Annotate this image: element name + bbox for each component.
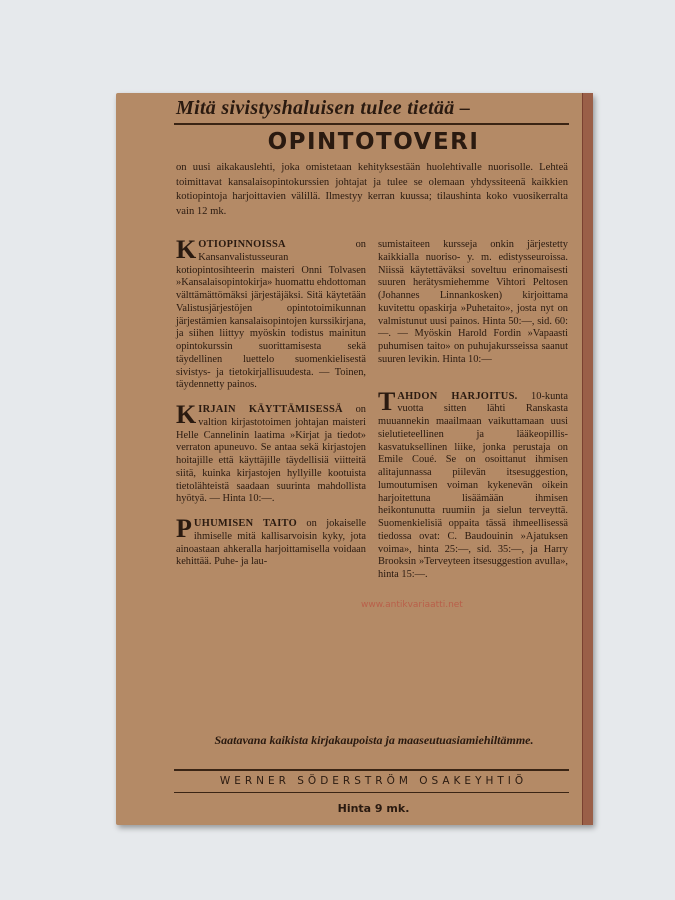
article-body: on jokaiselle ihmiselle mitä kallisarvoisin kyky, jota ainoastaan ahkeralla harjoittamisella voidaan kehittää. Puhe- ja lau-: [176, 518, 367, 568]
watermark: www.antikvariaatti.net: [361, 600, 463, 610]
tagline: Mitä sivistyshaluisen tulee tietää –: [176, 97, 471, 119]
article-body: 10-kunta vuotta sitten lähti Ranskasta muuannekin maailmaan vaikuttamaan uusi sielutieteellinen ja lääkeopillis-kasvatuksellinen liike, jonka perustaja on Emile Coué. Se on osoittanut ihmisen alitajunnassa piilevän itsesuggestion, lumoutumisen voiman kykenevän oikein harjoitettuna lisäämään ihmisen heikontunutta ruumiin ja sielun terveyttä. Suomenkielisiä oppaita tässä ihmeellisessä tiedossa ovat: C. Baudouinin »Ajatuksen voima», hinta 25:—, sid. 35:—, ja Harry Brooksin »Terveyteen itsesuggestion avulla», hinta 15:—.: [378, 390, 568, 580]
intro-paragraph: on uusi aikakauslehti, joka omistetaan kehityksestään huolehtivalle nuorisolle. Lehteä toimittavat kansalaisopintokurssien johtajat ja tulee se olemaan yhdyssiteenä kaikkien kotiopintoja harjoittavien välillä. Ilmestyy kerran kuussa; tilaushinta koko vuosikerralta vain 12 mk.: [176, 162, 568, 217]
publisher-name: WERNER SÖDERSTRÖM OSAKEYHTIÖ: [219, 775, 528, 787]
booklet-back-cover: [116, 93, 593, 825]
drop-cap: P: [176, 514, 192, 543]
cover-page: [116, 93, 583, 825]
drop-cap: K: [176, 400, 197, 429]
article-lead: OTIOPINNOISSA: [198, 239, 286, 250]
article: [176, 235, 366, 392]
article: [378, 386, 568, 582]
top-rule: [174, 123, 569, 125]
price-label: Hinta 9 mk.: [337, 802, 410, 815]
right-column: [378, 239, 568, 590]
availability-note: Saatavana kaikista kirjakaupoista ja maaseutuasiamiehiltämme.: [214, 733, 534, 747]
article-lead: AHDON HARJOITUS.: [397, 390, 518, 402]
article-body: on Kansanvalistusseuran kotiopintosihteerin maisteri Onni Tolvasen »Kansalaisopintokirja» huomattu ehdottoman välttämättömäksi järjestäjäksi. Sitä käytetään Valistusjärjestöjen opintotoimikunnan järjestämien kansalaisopintojen kurssikirjana, ja siihen liittyy myöskin todistus mainitun opintokurssin suorittamisesta sekä täydellinen luettelo suomenkielisestä sivistys- ja tietokirjallisuudesta. — Toinen, täydennetty painos.: [176, 239, 366, 391]
magazine-title: OPINTOTOVERI: [267, 129, 480, 155]
article: [176, 514, 367, 569]
publisher-rule-top: [174, 769, 569, 771]
left-column: [176, 235, 367, 577]
drop-cap: K: [176, 235, 197, 264]
drop-cap: T: [378, 386, 396, 416]
article-body: on valtion kirjastotoimen johtajan maisteri Helle Cannelinin laatima »Kirjat ja tiedot» verraton apuneuvo. Se antaa sekä kirjastojen hoitajille että käyttäjille täydellisiä viitteitä siitä, kuinka kirjastojen hyllyille kootuista tietolähteistä saadaan suurinta mahdollista hyötyä. — Hinta 10:—.: [176, 404, 366, 505]
article-lead: UHUMISEN TAITO: [193, 518, 297, 529]
article-lead: IRJAIN KÄYTTÄMISESSÄ: [198, 404, 343, 415]
spine-edge: [582, 93, 593, 825]
article: [176, 400, 366, 506]
article: [378, 239, 568, 367]
publisher-rule-bottom: [174, 792, 569, 793]
article-body: sumistaiteen kursseja onkin järjestetty kaikkialla nuoriso- y. m. edistysseuroissa. Niissä käytettäväksi soveltuu erinomaisesti suuren herätysmiehemme Vihtori Peltosen (Johannes Linnankosken) kirjoittama kuvitettu opaskirja »Puhetaito», josta nyt on valmistunut uusi painos. Hinta 50:—, sid. 60:—. — Myöskin Harold Fordin »Vapaasti puhumisen taito» on puhujakursseissa saanut suuren levikin. Hinta 10:—: [378, 239, 568, 365]
